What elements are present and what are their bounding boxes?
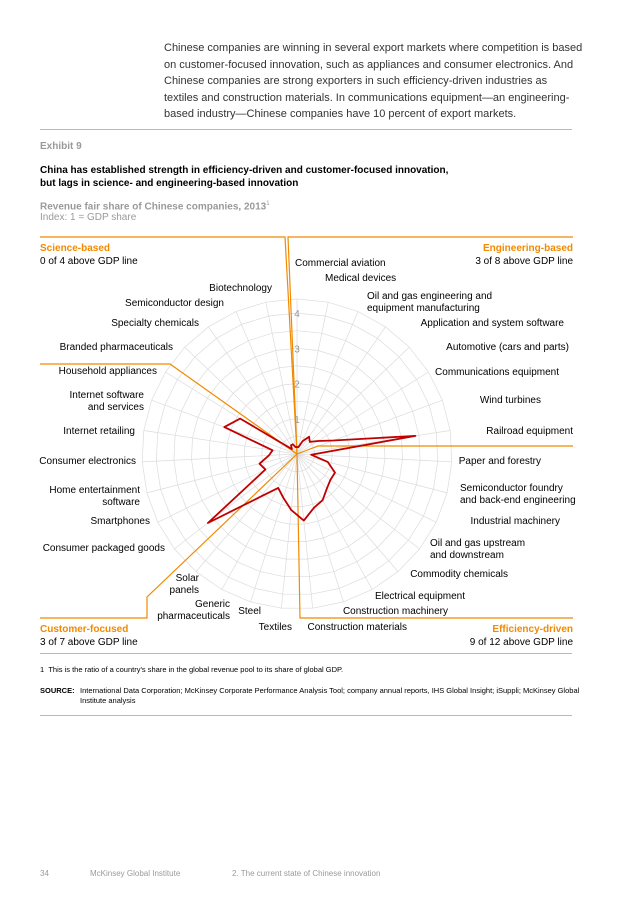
category-label-24: [39, 456, 136, 467]
category-label-15-line-1: Construction machinery: [342, 606, 448, 617]
source-note: [40, 686, 580, 706]
title-line-1: China has established strength in efficiency-driven and customer-focused innovation,: [40, 165, 449, 176]
subtitle-footnote-mark: 1: [266, 201, 270, 207]
intro-paragraph: Chinese companies are winning in several export markets where competition is based on customer-focused innovation, such as appliances and consumer electronics. And Chinese companies are strong exporters in such efficiency-driven industries as textiles and construction materials. In communications equipment—an engineering-based industry—Chinese companies have 10 percent of export markets.: [164, 42, 583, 120]
category-label-14: [375, 591, 465, 602]
category-label-6-line-1: Communications equipment: [435, 367, 559, 378]
source-bottom-rule: [40, 715, 572, 716]
category-label-12-line-2: and downstream: [430, 550, 504, 561]
title-line-2: but lags in science- and engineering-based innovation: [40, 178, 299, 189]
quadrant-science-label: Science-based: [40, 243, 111, 254]
quadrant-customer-label: Customer-focused: [40, 624, 129, 635]
subtitle-text: Revenue fair share of Chinese companies, 2013: [40, 201, 267, 213]
category-label-16: [308, 622, 407, 633]
quadrant-science-summary: 0 of 4 above GDP line: [40, 256, 138, 267]
grid-spoke-28: [185, 347, 297, 454]
category-label-13-line-1: Commodity chemicals: [410, 569, 508, 580]
category-label-17: [259, 622, 292, 633]
category-label-10-line-1: Semiconductor foundry: [460, 483, 563, 494]
category-label-26-line-1: Internet software: [69, 390, 144, 401]
quadrant-efficiency-summary: 9 of 12 above GDP line: [469, 637, 573, 648]
category-label-26-line-2: and services: [87, 402, 144, 413]
chart-bottom-rule: [40, 653, 572, 654]
footnote-text: This is the ratio of a country's share in the global revenue pool to its share of global GDP.: [48, 665, 344, 674]
category-label-9-line-1: Paper and forestry: [458, 456, 541, 467]
category-label-6: [435, 367, 559, 378]
category-label-2-line-1: Medical devices: [325, 273, 397, 284]
category-label-3: [367, 291, 492, 314]
category-label-25-line-1: Internet retailing: [63, 426, 135, 437]
category-label-28-line-1: Branded pharmaceuticals: [59, 342, 173, 353]
category-label-8-line-1: Railroad equipment: [486, 426, 573, 437]
category-label-1: [295, 258, 386, 269]
category-label-29: [111, 318, 199, 329]
category-label-20-line-2: panels: [169, 585, 199, 596]
category-label-31-line-1: Biotechnology: [209, 283, 272, 294]
category-label-1-line-1: Commercial aviation: [295, 258, 386, 269]
category-label-28: [60, 342, 173, 353]
grid-spoke-24: [142, 454, 297, 462]
footer-section: 2. The current state of Chinese innovation: [232, 869, 381, 878]
category-label-20: [170, 573, 200, 596]
quadrant-engineering-label: Engineering-based: [482, 243, 573, 254]
grid-spoke-10: [297, 454, 447, 493]
radial-tick-3: 3: [294, 344, 300, 356]
category-label-5-line-1: Automotive (cars and parts): [446, 342, 569, 353]
index-note: Index: 1 = GDP share: [40, 212, 137, 223]
category-label-17-line-1: Textiles: [258, 622, 292, 633]
category-label-22: [91, 516, 150, 527]
footnote: [40, 665, 343, 674]
category-label-20-line-1: Solar: [175, 573, 199, 584]
radial-tick-1: 1: [294, 414, 300, 426]
category-label-7: [480, 395, 541, 406]
category-label-10: [460, 483, 576, 506]
quadrant-efficiency-label: Efficiency-driven: [492, 624, 573, 635]
category-label-19-line-2: pharmaceuticals: [157, 611, 230, 622]
category-label-12: [430, 538, 525, 561]
category-label-21-line-1: Consumer packaged goods: [42, 543, 165, 554]
category-label-18: [238, 606, 261, 617]
category-label-14-line-1: Electrical equipment: [374, 591, 465, 602]
category-label-3-line-1: Oil and gas engineering and: [367, 291, 493, 302]
footnote-mark: 1: [40, 665, 45, 674]
category-label-19: [157, 599, 230, 622]
category-label-2: [325, 273, 396, 284]
radial-tick-4: 4: [294, 309, 300, 321]
category-label-27: [59, 366, 157, 377]
quadrant-engineering-summary: 3 of 8 above GDP line: [475, 256, 573, 267]
category-label-4: [421, 318, 565, 329]
category-label-23-line-1: Home entertainment: [49, 485, 140, 496]
category-label-18-line-1: Steel: [238, 606, 261, 617]
category-label-15: [343, 606, 448, 617]
grid-spoke-8: [297, 431, 450, 455]
boundary-customer-bottom: [40, 454, 297, 618]
category-label-10-line-2: and back-end engineering: [460, 495, 576, 506]
category-label-23: [49, 485, 140, 508]
page-number: 34: [40, 869, 49, 878]
radial-tick-2: 2: [294, 379, 300, 391]
footer-publisher: McKinsey Global Institute: [90, 869, 181, 878]
category-label-13: [410, 569, 508, 580]
category-label-8: [486, 426, 573, 437]
category-label-12-line-1: Oil and gas upstream: [430, 538, 526, 549]
category-label-31: [209, 283, 272, 294]
category-label-11: [471, 516, 560, 527]
category-label-29-line-1: Specialty chemicals: [111, 318, 199, 329]
category-label-30-line-1: Semiconductor design: [125, 298, 224, 309]
category-label-26: [70, 390, 145, 413]
category-label-11-line-1: Industrial machinery: [470, 516, 560, 527]
category-label-21: [43, 543, 165, 554]
category-label-24-line-1: Consumer electronics: [39, 456, 136, 467]
category-label-16-line-1: Construction materials: [307, 622, 407, 633]
category-label-25: [63, 426, 135, 437]
category-label-30: [125, 298, 224, 309]
category-label-4-line-1: Application and system software: [420, 318, 564, 329]
grid-spoke-17: [281, 454, 297, 608]
exhibit-label: Exhibit 9: [40, 141, 82, 152]
category-label-27-line-1: Household appliances: [58, 366, 157, 377]
category-label-22-line-1: Smartphones: [90, 516, 150, 527]
source-text: International Data Corporation; McKinsey Corporate Performance Analysis Tool; company annual reports, IHS Global Insight; iSuppli; McKinsey Global Institute analysis: [80, 686, 580, 705]
grid-spoke-23: [147, 454, 297, 493]
category-label-7-line-1: Wind turbines: [479, 395, 541, 406]
category-label-19-line-1: Generic: [194, 599, 230, 610]
boundary-science-customer: [40, 364, 297, 454]
category-label-3-line-2: equipment manufacturing: [367, 303, 480, 314]
quadrant-customer-summary: 3 of 7 above GDP line: [40, 637, 138, 648]
grid-spoke-15: [297, 454, 343, 602]
category-label-23-line-2: software: [102, 497, 140, 508]
category-label-5: [446, 342, 569, 353]
category-label-9: [459, 456, 541, 467]
grid-spoke-25: [144, 431, 297, 455]
source-label: SOURCE:: [40, 686, 75, 695]
